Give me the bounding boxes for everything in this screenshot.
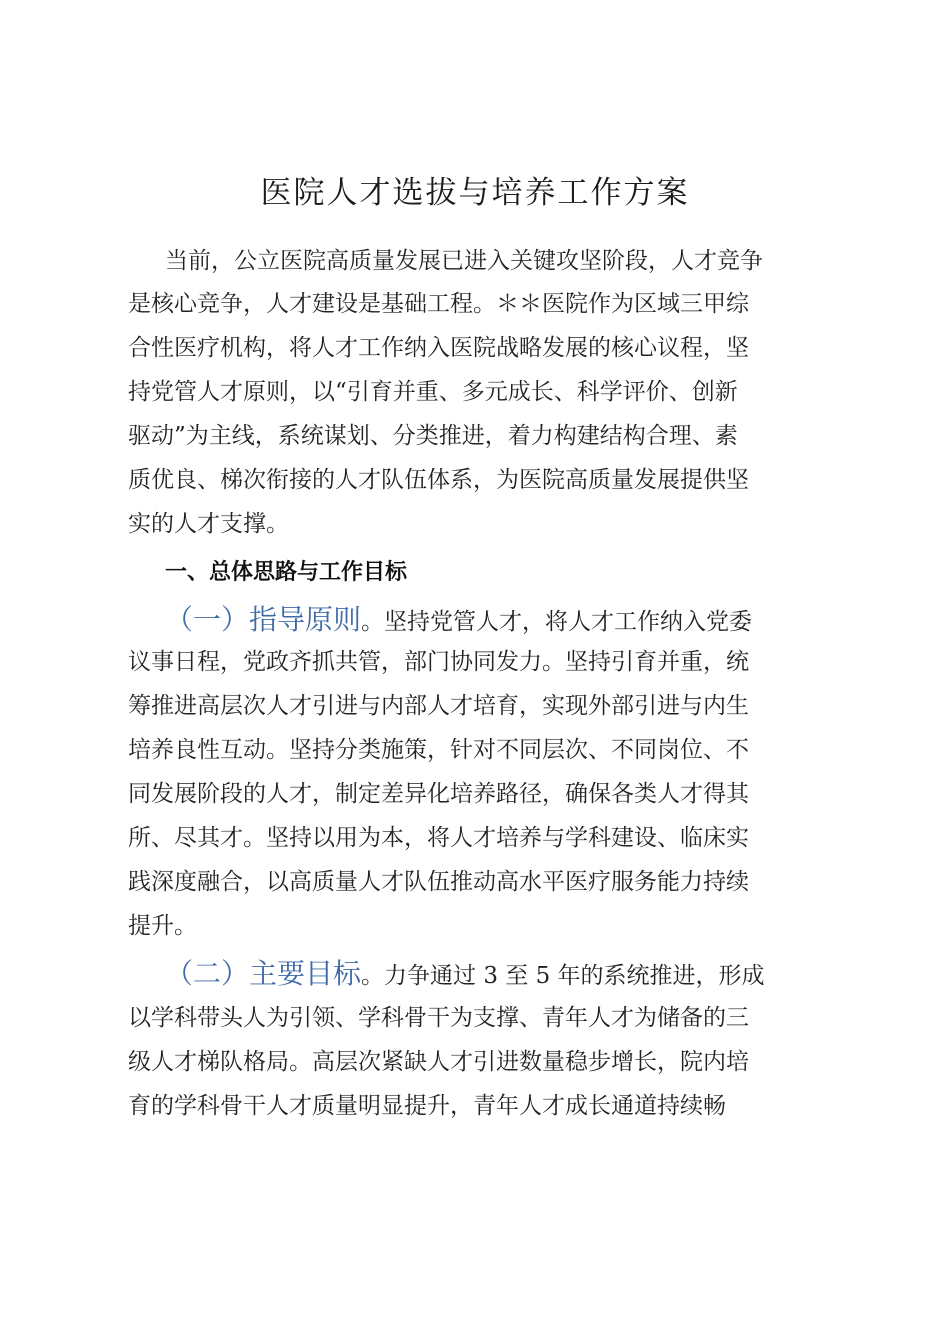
intro-line: 持党管人才原则，以“引育并重、多元成长、科学评价、创新 xyxy=(128,379,738,405)
paragraph-line: 同发展阶段的人才，制定差异化培养路径，确保各类人才得其 xyxy=(128,781,749,807)
paragraph-line: 以学科带头人为引领、学科骨干为支撑、青年人才为储备的三 xyxy=(128,1005,749,1031)
subsection-2-first-line xyxy=(165,952,765,996)
paragraph-line: 育的学科骨干人才质量明显提升，青年人才成长通道持续畅 xyxy=(128,1093,726,1119)
intro-line: 驱动”为主线，系统谋划、分类推进，着力构建结构合理、素 xyxy=(128,423,738,449)
subsection-1-first-line xyxy=(165,598,752,642)
document-title: 医院人才选拔与培养工作方案 xyxy=(260,175,690,211)
paragraph-line: 筹推进高层次人才引进与内部人才培育，实现外部引进与内生 xyxy=(128,693,749,719)
paragraph-line: 级人才梯队格局。高层次紧缺人才引进数量稳步增长，院内培 xyxy=(128,1049,749,1075)
paragraph-line: 所、尽其才。坚持以用为本，将人才培养与学科建设、临床实 xyxy=(128,825,749,851)
paragraph-text: 。力争通过 3 至 5 年的系统推进，形成 xyxy=(361,963,765,989)
paragraph-text: 。坚持党管人才，将人才工作纳入党委 xyxy=(361,609,753,635)
paragraph-line: 培养良性互动。坚持分类施策，针对不同层次、不同岗位、不 xyxy=(128,737,749,763)
subsection-heading: （二）主要目标 xyxy=(165,957,362,990)
subsection-heading: （一）指导原则 xyxy=(165,603,362,636)
intro-line: 质优良、梯次衔接的人才队伍体系，为医院高质量发展提供坚 xyxy=(128,467,749,493)
paragraph-line: 议事日程，党政齐抓共管，部门协同发力。坚持引育并重，统 xyxy=(128,649,749,675)
intro-line: 当前，公立医院高质量发展已进入关键攻坚阶段，人才竞争 xyxy=(165,248,763,274)
intro-line: 是核心竞争，人才建设是基础工程。＊＊医院作为区域三甲综 xyxy=(128,291,749,317)
intro-line: 合性医疗机构，将人才工作纳入医院战略发展的核心议程，坚 xyxy=(128,335,749,361)
section-heading: 一、总体思路与工作目标 xyxy=(165,560,408,585)
intro-line: 实的人才支撑。 xyxy=(128,511,289,537)
paragraph-line: 践深度融合，以高质量人才队伍推动高水平医疗服务能力持续 xyxy=(128,869,749,895)
paragraph-line: 提升。 xyxy=(128,913,197,939)
